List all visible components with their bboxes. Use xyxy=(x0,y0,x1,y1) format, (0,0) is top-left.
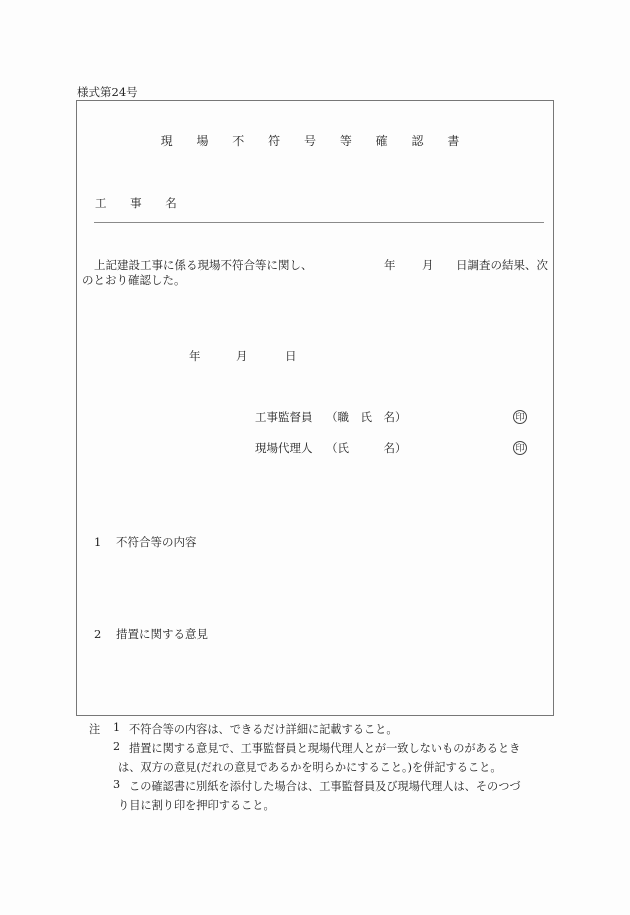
section-opinion xyxy=(94,626,208,642)
form-frame xyxy=(76,100,554,716)
confirmation-prefix: 上記建設工事に係る現場不符合等に関し、 xyxy=(94,258,313,272)
note-number: 1 xyxy=(113,721,121,734)
section-number: 1 xyxy=(94,535,102,549)
date-month-label: 月 xyxy=(236,349,248,363)
title-char: 符 xyxy=(268,134,291,148)
note-text: この確認書に別紙を添付した場合は、工事監督員及び現場代理人は、そのつづ xyxy=(129,780,521,793)
note-text: 措置に関する意見で、工事監督員と現場代理人とが一致しないものがあるとき xyxy=(129,742,521,755)
title-char: 確 xyxy=(375,134,398,148)
confirmation-line-2: のとおり確認した。 xyxy=(82,273,186,287)
confirmation-suffix: 日調査の結果、次 xyxy=(456,258,548,272)
work-name-label: 工 事 名 xyxy=(95,196,187,210)
notes-prefix: 注 xyxy=(89,723,101,736)
site-agent-role: 現場代理人 xyxy=(255,441,313,455)
seal-icon: 印 xyxy=(513,410,527,424)
date-year-label: 年 xyxy=(189,349,201,363)
title-char: 号 xyxy=(303,134,326,148)
survey-month-label: 月 xyxy=(422,258,434,272)
section-label: 不符合等の内容 xyxy=(115,535,197,549)
title-char: 書 xyxy=(447,134,470,148)
confirmation-line-1 xyxy=(94,257,548,273)
title-char: 認 xyxy=(411,134,434,148)
form-number: 様式第24号 xyxy=(77,85,138,99)
section-number: 2 xyxy=(94,627,102,641)
title-char: 不 xyxy=(232,134,255,148)
section-label: 措置に関する意見 xyxy=(115,627,208,641)
note-number: 2 xyxy=(113,740,121,753)
note-text: は、双方の意見(だれの意見であるかを明らかにすること。)を併記すること。 xyxy=(118,761,502,774)
note-number: 3 xyxy=(113,778,121,791)
date-day-label: 日 xyxy=(285,349,297,363)
note-text: り目に割り印を押印すること。 xyxy=(118,799,275,812)
title-char: 等 xyxy=(339,134,362,148)
document-title xyxy=(0,132,630,149)
supervisor-name-field[interactable]: （職 氏 名） xyxy=(326,410,407,424)
supervisor-role: 工事監督員 xyxy=(255,410,313,424)
section-nonconformity xyxy=(94,534,196,550)
title-char: 場 xyxy=(196,134,219,148)
survey-year-label: 年 xyxy=(384,258,396,272)
note-text: 不符合等の内容は、できるだけ詳細に記載すること。 xyxy=(129,723,398,736)
seal-icon: 印 xyxy=(513,441,527,455)
site-agent-name-field[interactable]: （氏 名） xyxy=(326,441,407,455)
title-char: 現 xyxy=(160,134,183,148)
work-name-field[interactable] xyxy=(94,222,544,223)
